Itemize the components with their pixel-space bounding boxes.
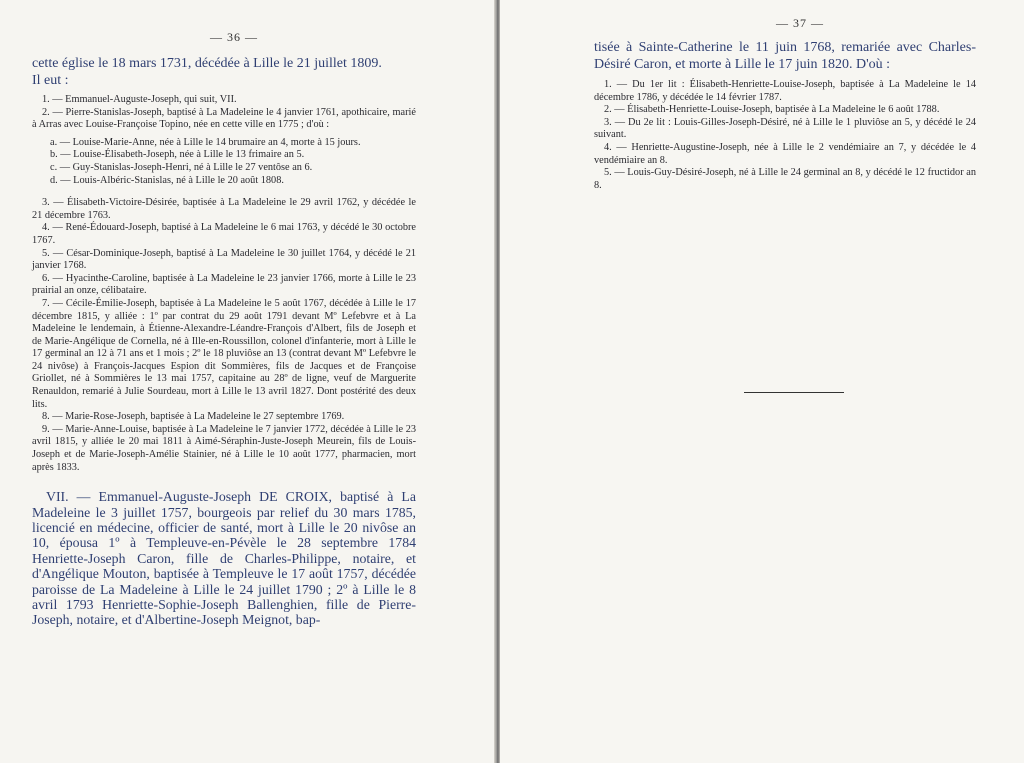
section-vii: VII. — Emmanuel-Auguste-Joseph DE CROIX, baptisé à La Madeleine le 3 juillet 1757, bourgeois par relief du 30 mars 1785, licencié en médecine, officier de santé, mort à Lille le 20 nivôse an 10, épousa 1º à Templeuve-en-Pévèle le 28 septembre 1784 Henriette-Joseph Caron, fille de Charles-Philippe, notaire, et d'Angélique Mouton, baptisée à Templeuve le 17 août 1757, décédée paroisse de La Madeleine à Lille le 24 juillet 1790 ; 2º à Lille le 8 avril 1793 Henriette-Sophie-Joseph Ballenghien, fille de Pierre-Joseph, notaire, et d'Albertine-Joseph Meignot, bap- [32, 489, 416, 628]
list-item: 9. — Marie-Anne-Louise, baptisée à La Madeleine le 7 janvier 1772, décédée à Lille le 23 avril 1815, y alliée le 20 mai 1811 à Aimé-Séraphin-Juste-Joseph Meurein, fils de Louis-Joseph et de Marie-Joseph-Amélie Stainier, né à Lille le 10 août 1777, pharmacien, mort après 1833. [32, 423, 416, 473]
list-item: a. — Louise-Marie-Anne, née à Lille le 14 brumaire an 4, morte à 15 jours. [50, 136, 361, 148]
list-item: d. — Louis-Albéric-Stanislas, né à Lille le 20 août 1808. [50, 174, 284, 186]
list-item: 2. — Pierre-Stanislas-Joseph, baptisé à La Madeleine le 4 janvier 1761, apothicaire, marié à Arras avec Louise-Françoise Topino, née en cette ville en 1775 ; d'où : [32, 106, 416, 131]
right-intro: tisée à Sainte-Catherine le 11 juin 1768, remariée avec Charles-Désiré Caron, et morte à Lille le 17 juin 1820. D'où : [594, 40, 976, 72]
list-item: 3. — Du 2e lit : Louis-Gilles-Joseph-Désiré, né à Lille le 1 pluviôse an 5, y décédé le 24 suivant. [594, 116, 976, 141]
list-item: 3. — Élisabeth-Victoire-Désirée, baptisée à La Madeleine le 29 avril 1762, y décédée le 21 décembre 1763. [32, 197, 416, 221]
list-item: 5. — César-Dominique-Joseph, baptisé à La Madeleine le 30 juillet 1764, y décédé le 21 janvier 1768. [32, 247, 416, 272]
list-item: 1. — Emmanuel-Auguste-Joseph, qui suit, VII. [42, 94, 237, 105]
list-item: 5. — Louis-Guy-Désiré-Joseph, né à Lille le 24 germinal an 8, y décédé le 12 fructidor an 8. [594, 167, 976, 191]
list-item: 6. — Hyacinthe-Caroline, baptisée à La Madeleine le 23 janvier 1766, morte à Lille le 23 prairial an onze, célibataire. [32, 272, 416, 297]
list-item: 2. — Élisabeth-Henriette-Louise-Joseph, baptisée à La Madeleine le 6 août 1788. [604, 104, 940, 116]
page-number-right: — 37 — [776, 16, 824, 30]
list-item: 4. — Henriette-Augustine-Joseph, née à Lille le 2 vendémiaire an 7, y décédée le 4 vendémiaire an 8. [594, 141, 976, 166]
list-item: 4. — René-Édouard-Joseph, baptisé à La Madeleine le 6 mai 1763, y décédé le 30 octobre 1767. [32, 222, 416, 246]
children-list [32, 94, 416, 474]
right-page [500, 0, 1024, 763]
list-item: b. — Louise-Élisabeth-Joseph, née à Lille le 13 frimaire an 5. [50, 149, 305, 161]
list-item: c. — Guy-Stanislas-Joseph-Henri, né à Lille le 27 ventôse an 6. [50, 161, 313, 173]
list-item: 8. — Marie-Rose-Joseph, baptisée à La Madeleine le 27 septembre 1769. [42, 411, 345, 423]
intro-line-2: Il eut : [32, 73, 69, 88]
page-number-left: — 36 — [210, 30, 258, 44]
end-rule [744, 392, 844, 393]
list-item: 1. — Du 1er lit : Élisabeth-Henriette-Louise-Joseph, baptisée à La Madeleine le 14 décembre 1786, y décédée le 14 février 1787. [594, 79, 976, 103]
list-item: 7. — Cécile-Émilie-Joseph, baptisée à La Madeleine le 5 août 1767, décédée à Lille le 17 décembre 1815, y alliée : 1º par contrat du 29 août 1791 devant Mº Lefebvre et à La Madeleine le lendemain, à Étienne-Alexandre-Léandre-François d'Albert, fils de Joseph et de Marie-Angélique de Cornella, né à Ille-en-Roussillon, colonel d'infanterie, mort à Lille le 17 germinal an 12 à 71 ans et 1 mois ; 2º le 18 pluviôse an 13 (contrat devant Mº Lefebvre le 24 nivôse) à François-Jacques Espion dit Sommières, fils de Jacques et de Françoise Griollet, né à Sommières le 13 mai 1757, capitaine au 28º de ligne, veuf de Marguerite Renauldon, remarié à Julie Sourdeau, mort à Lille le 13 avril 1827. Dont postérité des deux lits. [32, 297, 416, 410]
intro-line-1: cette église le 18 mars 1731, décédée à Lille le 21 juillet 1809. [32, 56, 382, 71]
right-children-list [594, 79, 976, 192]
left-page [0, 0, 496, 763]
